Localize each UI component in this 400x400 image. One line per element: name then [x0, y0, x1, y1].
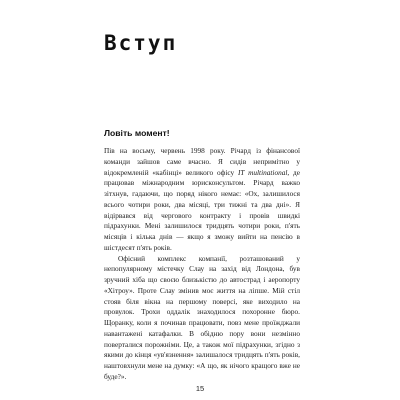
italic-text: IT multinational: [237, 167, 288, 177]
text-run: , де працював міжнародним юрисконсультом. Річард важко зітхнув, гадаючи, що поряд нікого немає: «Ох, залишилося всього чотири роки, два місяці, три тижні та два дні». Я відірвався від чергового контракту і провів швидкі підрахунки. Мені залишилося тридцять чотири роки, п'ять місяців і кілька днів — якщо я зможу вийти на пенсію в шістдесят п'ять років.: [104, 167, 300, 252]
chapter-title: Вступ: [104, 31, 178, 55]
page-number: 15: [195, 384, 205, 393]
body-text: [104, 146, 300, 383]
text-run: Офісний комплекс компанії, розташований у непопулярному містечку Слау на захід від Лондона, був зручний хіба що своєю близькістю до автострад і аеропорту «Хітроу». Проте Слау змінив моє життя на ліпше. Мій стіл стояв біля вікна на першому поверсі, яке виходило на провулок. Трохи оддалік знаходилося похоронне бюро. Щоранку, коли я починав працювати, повз мене проїжджали навантажені катафалки. В обідню пору вони незмінно поверталися порожніми. Це, а також мої підрахунки, згідно з якими до кінця «ув'язнення» залишалося тридцять п'ять років, наштовхнули мене на думку: «А що, як нічого кращого вже не буде?».: [104, 253, 300, 381]
section-heading: Ловіть момент!: [104, 128, 170, 138]
text-run: Пів на восьму, червень 1998 року. Річард із фінансової команди зайшов саме вчасно. Я сидів непримітно у відокремленій «кабінці» великого офісу: [104, 146, 300, 177]
paragraph: [104, 254, 300, 383]
paragraph: [104, 146, 300, 254]
